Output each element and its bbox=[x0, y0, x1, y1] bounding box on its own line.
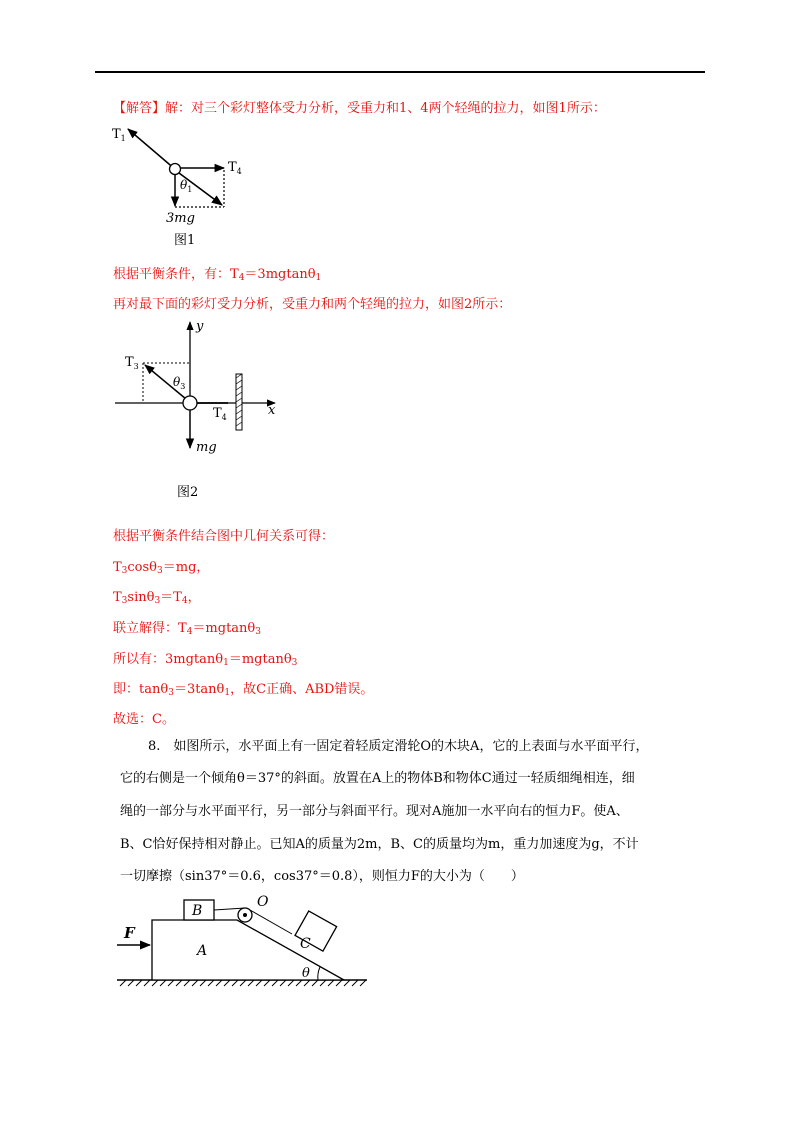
answer-heading: 【解答】 bbox=[113, 101, 166, 116]
label-o: O bbox=[257, 894, 269, 910]
equation-6: 即：tanθ$_3$＝3tanθ$_1$，故C正确、ABD错误。 bbox=[113, 682, 374, 698]
fig1-lamp bbox=[170, 164, 181, 175]
q8-line-3: 绳的一部分与水平面平行，另一部分与斜面平行。现对A施加一水平向右的恒力F。使A、 bbox=[120, 804, 629, 819]
ground bbox=[117, 980, 367, 986]
fig2-t3-label: $T_3$ bbox=[125, 355, 139, 371]
fig2-t4-label: $T_4$ bbox=[213, 406, 227, 422]
equation-4: 联立解得：$T_4=mgtan\theta_3$ bbox=[113, 621, 261, 637]
header-rule bbox=[95, 71, 705, 73]
answer-intro-text: 解：对三个彩灯整体受力分析，受重力和1、4两个轻绳的拉力，如图1所示： bbox=[165, 101, 606, 116]
label-c: C bbox=[300, 936, 311, 952]
fig2-x-label: x bbox=[268, 403, 276, 418]
fig1-t1-label: $T_1$ bbox=[112, 127, 126, 143]
fig2-wall bbox=[236, 374, 242, 430]
answer-intro bbox=[113, 100, 606, 118]
q8-line-2: 它的右侧是一个倾角θ＝37°的斜面。放置在A上的物体B和物体C通过一轻质细绳相连，细 bbox=[120, 771, 635, 786]
fig2-y-label: y bbox=[196, 319, 204, 334]
answer-intro-2: 再对最下面的彩灯受力分析，受重力和两个轻绳的拉力，如图2所示： bbox=[113, 297, 512, 312]
q8-line-5: 一切摩擦（sin37°＝0.6，cos37°＝0.8），则恒力F的大小为（ ） bbox=[120, 869, 524, 884]
figure-2 bbox=[110, 318, 290, 503]
fig1-t4-label: $T_4$ bbox=[228, 160, 242, 176]
fig1-t1-arrow bbox=[128, 129, 176, 170]
equation-1: 根据平衡条件，有：$T_4=3mgtan\theta_1$ bbox=[113, 267, 322, 283]
fig2-caption: 图2 bbox=[177, 485, 199, 500]
label-a: A bbox=[197, 943, 208, 959]
q8-figure bbox=[112, 890, 372, 995]
answer-choice: 故选：C。 bbox=[113, 712, 175, 727]
figure-1 bbox=[108, 118, 258, 253]
fig2-theta-label: $\theta_3$ bbox=[173, 375, 186, 391]
geometry-line: 根据平衡条件结合图中几何关系可得： bbox=[113, 529, 335, 544]
label-f: F bbox=[124, 924, 135, 942]
fig1-theta-label: $\theta_1$ bbox=[180, 178, 193, 194]
equation-2: $T_3\cos\theta_3=mg$， bbox=[113, 560, 210, 576]
equation-5: 所以有：3mgtanθ$_1$＝mgtanθ$_3$ bbox=[113, 652, 298, 668]
fig1-caption: 图1 bbox=[174, 233, 196, 248]
equation-3: $T_3\sin\theta_3=T_4$， bbox=[113, 590, 201, 606]
label-b: B bbox=[192, 903, 203, 919]
fig1-weight-label: 3mg bbox=[166, 211, 195, 226]
fig2-lamp bbox=[183, 396, 197, 410]
label-theta: θ bbox=[302, 966, 310, 981]
q8-line-4: B、C恰好保持相对静止。已知A的质量为2m，B、C的质量均为m，重力加速度为g，不计 bbox=[120, 837, 639, 852]
fig2-weight-label: mg bbox=[196, 440, 217, 455]
q8-line-1: 8. 如图所示，水平面上有一固定着轻质定滑轮O的木块A，它的上表面与水平面平行， bbox=[148, 739, 649, 754]
